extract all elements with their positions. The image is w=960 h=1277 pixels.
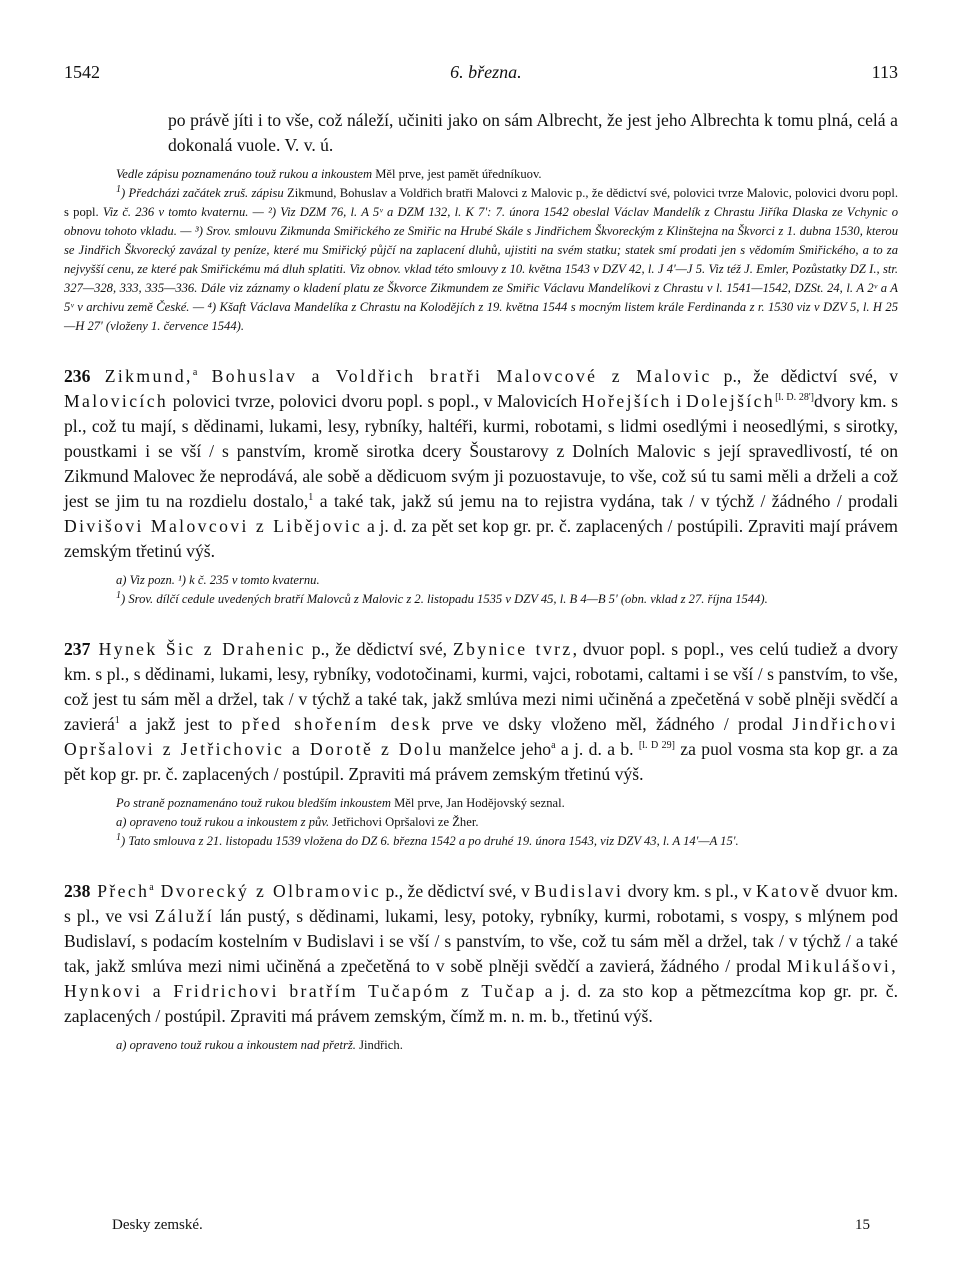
page-number: 113 <box>871 62 898 82</box>
entry-237-note-a: a) opraveno touž rukou a inkoustem z pův. Jetřichovi Opršalovi ze Žher. <box>116 815 479 829</box>
intro-line-2: k tomu plná, celá a dokonalá vuole. V. v. ú. <box>168 110 898 155</box>
intro-text <box>64 108 898 158</box>
running-header <box>64 62 898 98</box>
note-italic: Vedle zápisu poznamenáno touž rukou a inkoustem <box>116 167 373 181</box>
entry-238-text: 238 Přech$^a$ Dvorecký z Olbramovic p., že dědictví své, v Budislavi dvory km. s pl., v Katově dvuor km. s pl., ve vsi Záluží lán pustý, s dědinami, lukami, lesy, potoky, rybníky, kurmi, robotami, s vospy, s mlýnem pod Budislaví, s podacím kostelním v Budislavi i se vší / s panstvím, to vše, což tu sám měl a držel, tak / v týchž / a také tak, jakž smlúva mezi nimi učiněná a zpečetěná to v sobě plněji svědčí a zavierá, žádného / prodal Mikulášovi, Hynkovi a Fridrichovi bratřím Tučapóm z Tučap a j. d. za sto kop a pětmezcítma kop gr. pr. č. zaplacených / postúpil. Zpraviti má právem zemským, čímž m. n. m. b., třetinú výš. <box>64 881 898 1026</box>
footer-source: Desky zemské. <box>112 1217 203 1233</box>
entry-236-footnote: $^1$) Srov. dílčí cedule uvedených bratří Malovců z Malovic z 2. listopadu 1535 v DZV 45, l. B 4—B 5' (obn. vklad z 27. října 1544). <box>116 589 768 606</box>
entry-236-note-a: a) Viz pozn. ¹) k č. 235 v tomto kvaternu. <box>116 573 320 587</box>
intro-continuation <box>64 108 898 336</box>
entry-237-text: 237 Hynek Šic z Drahenic p., že dědictví své, Zbynice tvrz, dvuor popl. s popl., ves celú tudiež a dvory km. s pl., s dědinami, lukami, lesy, rybníky, vodotočinami, kurmi, vajci, robotami, caltami i se vší / s panstvím, to vše, což jest tu sám měl a držel, tak / v týchž a také tak, jakž smlúva mezi nimi učiněná a zpečetěná v sobě plněji svědčí a zavierá$^1$ a jakž jest to před shořením desk prve ve dsky vloženo měl, žádného / prodal Jindřichovi Opršalovi z Jetřichovic a Dorotě z Dolu manželce jeho$^a$ a j. d. a b. [l. D 29] za puol vosma sta kop gr. a za pět kop gr. pr. č. zaplacených / postúpil. Zpraviti má právem zemským třetinú výš. <box>64 639 898 784</box>
entry-238 <box>64 879 898 1055</box>
footnote-upright: Zikmund, Bohuslav a Voldřich bratři Malovci z Malovic p., že dědictví své, polovici tvrze Malovic, polovici dvoru popl. s popl. <box>64 186 898 219</box>
intro-side-note <box>64 165 898 184</box>
entry-237-side-note: Po straně poznamenáno touž rukou bledším inkoustem Měl prve, Jan Hodějovský seznal. <box>116 796 565 810</box>
entry-236 <box>64 364 898 609</box>
note-upright: Měl prve, jest pamět úředníkuov. <box>372 167 542 181</box>
footnote-italic: ) Předcházi začátek zruš. zápisu <box>121 186 284 200</box>
page-footer <box>112 1217 870 1234</box>
entry-236-text: 236 Zikmund,$^a$ Bohuslav a Voldřich bratři Malovcové z Malovic p., že dědictví své, v Malovicích polovici tvrze, polovici dvoru popl. s popl., v Malovicích Hořejších i Dolejších[l. D. 28']dvory km. s pl., což tu mají, s dědinami, lukami, lesy, rybníky, haltéři, kurmi, robotami, s lidmi osedlými i neosedlými, s sirotky, poustkami i se vší / s panstvím, kromě sirotka dcery Šoustarovy z Dolních Malovic s její spravedlivostí, té on Zikmund Malovec že neprodává, ale sobě a dědicuom svým ji pozuostavuje, to vše, což sú tu sami měli a drželi a což jest se jim tu na rozdielu dostalo,$^1$ a také tak, jakž sú jemu na to rejistra vydána, tak / v týchž / žádného / prodali Divišovi Malovcovi z Libějovic a j. d. za pět set kop gr. pr. č. zaplacených / postúpili. Zpraviti mají právem zemským třetinú výš. <box>64 366 899 561</box>
intro-line-1: po právě jíti i to vše, což náleží, učiniti jako on sám Albrecht, že jest jeho Albrechta <box>168 110 760 130</box>
intro-footnotes: $^1$) Předcházi začátek zruš. zápisu Zikmund, Bohuslav a Voldřich bratři Malovci z Malovic p., že dědictví své, polovici tvrze Malovic, polovici dvoru popl. s popl. Viz č. 236 v tomto kvaternu. — ²) Viz DZM 76, l. A 5ᵛ a DZM 132, l. K 7': 7. února 1542 obeslal Václav Mandelík z Chrastu Jiříka Dlaska ze Vchynic o obnovu tohoto vkladu. — ³) Srov. smlouvu Zikmunda Smiřického ze Smiřic na Hrubé Skále s Jindřichem Škvoreckým z Klinštejna na Škvorci z 1. dubna 1530, kterou se Jindřich Škvorecký zavázal ty peníze, které mu Smiřický půjčí na zaplacení dluhů, ujistiti na svém statku; statek smí prodati jen s vědomím Smiřického, a to za nejvyšší cenu, ze které pak Smiřickému má dluh splatiti. Viz obnov. vklad této smlouvy z 10. května 1543 v DZV 42, l. J 4'—J 5. Viz též J. Emler, Pozůstatky DZ I., str. 327—328, 333, 335—336. Dále viz záznamy o kladení platu ze Škvorce Zikmundem ze Smiřic Václavu Mandelíkovi z Chrastu v l. 1541—1542, DZSt. 24, l. A 2ᵛ a A 5ᵛ v archivu země České. — ⁴) Kšaft Václava Mandelíka z Chrastu na Kolodějích z 19. května 1544 s mocným listem krále Ferdinanda z r. 1530 viz v DZV 5, l. H 25—H 27' (vloženy 1. července 1544). <box>64 183 898 333</box>
entry-238-note-a: a) opraveno touž rukou a inkoustem nad přetrž. Jindřich. <box>116 1038 403 1052</box>
entry-number: 236 <box>64 366 91 386</box>
header-year: 1542 <box>64 62 100 82</box>
entry-237 <box>64 637 898 851</box>
header-date: 6. března. <box>450 62 522 82</box>
signature-number: 15 <box>855 1217 870 1233</box>
entry-number: 237 <box>64 639 91 659</box>
entry-237-footnote: $^1$) Tato smlouva z 21. listopadu 1539 vložena do DZ 6. března 1542 a po druhé 19. února 1543, viz DZV 43, l. A 14'—A 15'. <box>116 831 739 848</box>
footnote-rest: Viz č. 236 v tomto kvaternu. — ²) Viz DZM 76, l. A 5ᵛ a DZM 132, l. K 7': 7. února 1542 obeslal Václav Mandelík z Chrastu Jiříka Dlaska ze Vchynic o obnovu tohoto vkladu. — ³) Srov. smlouvu Zikmunda Smiřického ze Smiřic na Hrubé Skále s Jindřichem Škvoreckým z Klinštejna na Škvorci z 1. dubna 1530, kterou se Jindřich Škvorecký zavázal ty peníze, které mu Smiřický půjčí na zaplacení dluhů, ujistiti na svém statku; statek smí prodati jen s vědomím Smiřického, a to za nejvyšší cenu, ze které pak Smiřickému má dluh splatiti. Viz obnov. vklad této smlouvy z 10. května 1543 v DZV 42, l. J 4'—J 5. Viz též J. Emler, Pozůstatky DZ I., str. 327—328, 333, 335—336. Dále viz záznamy o kladení platu ze Škvorce Zikmundem ze Smiřic Václavu Mandelíkovi z Chrastu v l. 1541—1542, DZSt. 24, l. A 2ᵛ a A 5ᵛ v archivu země České. — ⁴) Kšaft Václava Mandelíka z Chrastu na Kolodějích z 19. května 1544 s mocným listem krále Ferdinanda z r. 1530 viz v DZV 5, l. H 25—H 27' (vloženy 1. července 1544). <box>64 205 898 333</box>
entry-number: 238 <box>64 881 91 901</box>
